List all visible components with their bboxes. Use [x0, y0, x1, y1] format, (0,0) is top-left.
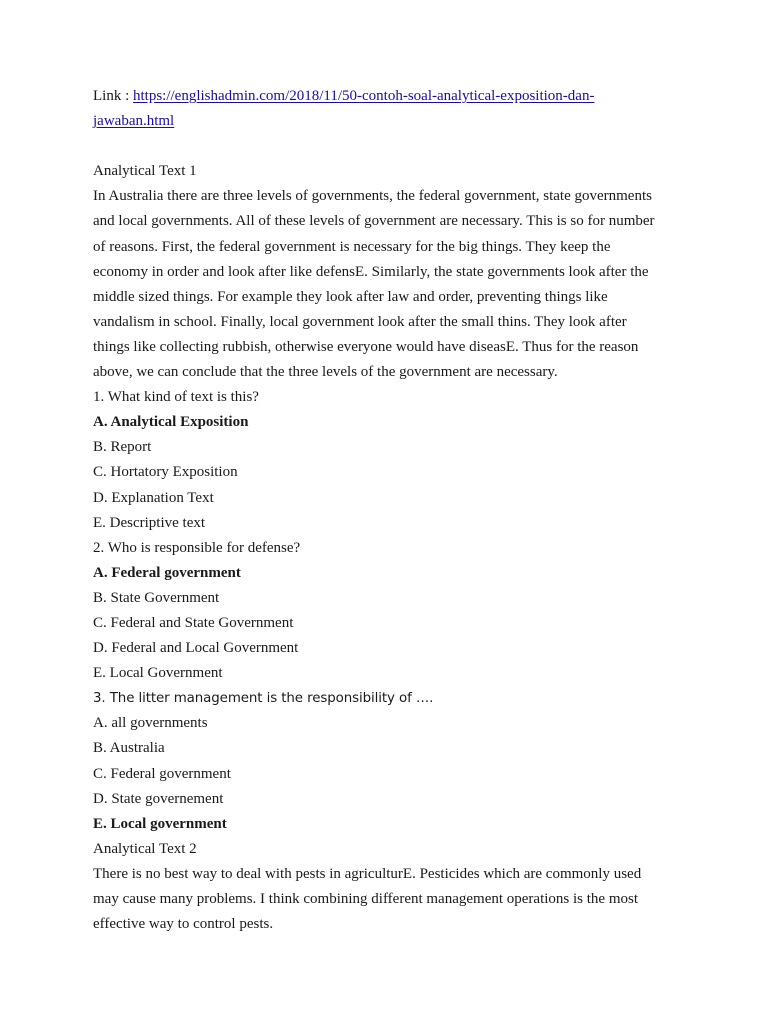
q2-option-e: E. Local Government [93, 665, 223, 682]
q1-option-d: D. Explanation Text [93, 489, 214, 506]
q2-option-c: C. Federal and State Government [93, 614, 294, 631]
text1-title: Analytical Text 1 [93, 163, 197, 180]
text2-line: may cause many problems. I think combining different management operations is the most [93, 891, 639, 907]
source-link-part1[interactable]: https://englishadmin.com/2018/11/50-contoh-soal-analytical-exposition-dan- [133, 88, 595, 104]
text1-line: economy in order and look after like defensE. Similarly, the state governments look after the [93, 263, 649, 280]
text1-line: above, we can conclude that the three levels of the government are necessary. [93, 364, 558, 381]
text2-paragraph [93, 862, 678, 937]
q1-option-a-answer: A. Analytical Exposition [93, 414, 249, 431]
q2-option-d: D. Federal and Local Government [93, 640, 299, 657]
text2-line: There is no best way to deal with pests in agriculturE. Pesticides which are commonly used [93, 865, 642, 882]
q3-option-b: B. Australia [93, 740, 165, 757]
question-3: 3. The litter management is the responsibility of …. [93, 691, 434, 707]
text2-title: Analytical Text 2 [93, 840, 197, 857]
q3-option-d: D. State governement [93, 790, 224, 807]
source-link-part2[interactable]: jawaban.html [93, 113, 175, 130]
question-1: 1. What kind of text is this? [93, 389, 259, 406]
link-line [93, 84, 678, 109]
text1-line: middle sized things. For example they look after law and order, preventing things like [93, 288, 608, 305]
q3-option-e-answer: E. Local government [93, 815, 227, 832]
document-page [93, 84, 678, 937]
q3-option-a: A. all governments [93, 715, 208, 732]
spacer [93, 134, 678, 159]
text1-line: things like collecting rubbish, otherwise everyone would have diseasE. Thus for the reason [93, 338, 639, 355]
text2-line: effective way to control pests. [93, 916, 274, 933]
q2-option-b: B. State Government [93, 589, 220, 606]
text1-line: of reasons. First, the federal government is necessary for the big things. They keep the [93, 238, 611, 255]
q1-option-e: E. Descriptive text [93, 514, 206, 531]
link-line-2 [93, 109, 678, 134]
text1-paragraph [93, 184, 678, 385]
q1-option-c: C. Hortatory Exposition [93, 464, 238, 481]
text1-line: and local governments. All of these levels of government are necessary. This is so for number [93, 213, 655, 230]
text1-line: vandalism in school. Finally, local government look after the small thins. They look after [93, 313, 627, 330]
link-label: Link : [93, 88, 133, 104]
question-2: 2. Who is responsible for defense? [93, 539, 301, 556]
q1-option-b: B. Report [93, 439, 152, 456]
q2-option-a-answer: A. Federal government [93, 564, 241, 581]
text1-line: In Australia there are three levels of governments, the federal government, state governments [93, 188, 652, 205]
q3-option-c: C. Federal government [93, 765, 231, 782]
